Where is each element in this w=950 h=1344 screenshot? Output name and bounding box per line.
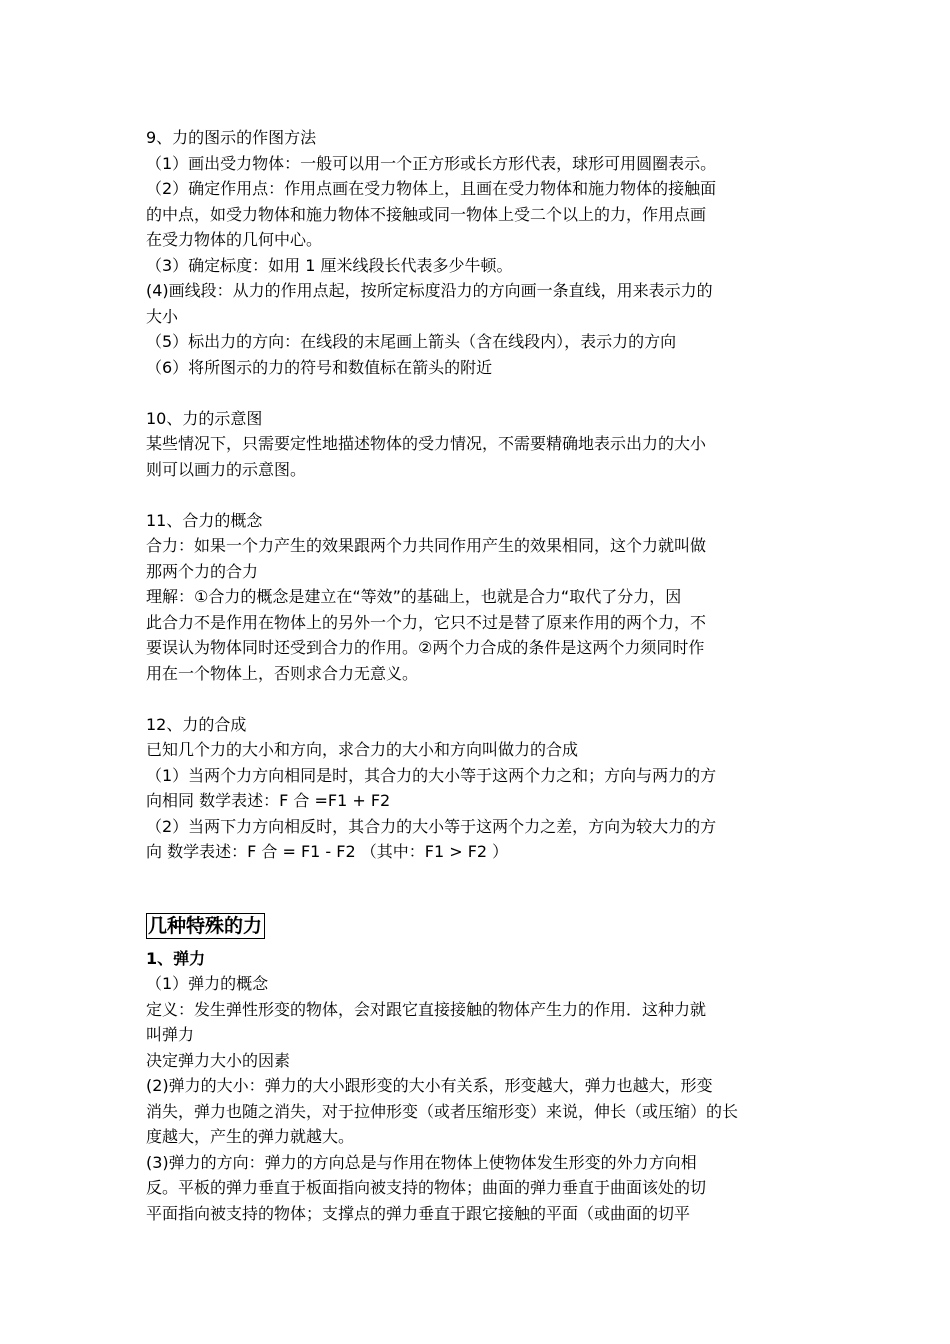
section-9-line: （5）标出力的方向：在线段的末尾画上箭头（含在线段内），表示力的方向 — [146, 332, 677, 351]
special-forces-heading: 几种特殊的力 — [146, 913, 265, 939]
section-9-line: 大小 — [146, 306, 179, 326]
section-12-line: 向相同 数学表述：F 合 =F1 + F2 — [146, 791, 391, 810]
section-11-line: 此合力不是作用在物体上的另外一个力，它只不过是替了原来作用的两个力，不 — [146, 612, 707, 632]
paragraph-gap — [146, 865, 811, 913]
section-11-title: 11、合力的概念 — [146, 510, 263, 530]
section-11-line: 合力：如果一个力产生的效果跟两个力共同作用产生的效果相同，这个力就叫做 — [146, 536, 707, 555]
section-12-line: （2）当两下力方向相反时，其合力的大小等于这两个力之差，方向为较大力的方 — [146, 816, 717, 836]
section-9-title: 9、力的图示的作图方法 — [146, 128, 317, 147]
elastic-force-line: 决定弹力大小的因素 — [146, 1050, 291, 1070]
section-9-line: （3）确定标度：如用 1 厘米线段长代表多少牛顿。 — [146, 255, 513, 275]
paragraph-gap — [146, 380, 811, 406]
section-10-line: 则可以画力的示意图。 — [146, 459, 307, 479]
section-12-line: 向 数学表述：F 合 = F1 - F2 （其中：F1 > F2 ） — [146, 842, 509, 861]
paragraph-gap — [146, 686, 811, 712]
section-9-line: 在受力物体的几何中心。 — [146, 230, 323, 249]
paragraph-gap — [146, 482, 811, 508]
section-10-line: 某些情况下，只需要定性地描述物体的受力情况，不需要精确地表示出力的大小 — [146, 434, 707, 453]
section-12-title: 12、力的合成 — [146, 714, 247, 734]
section-11-line: 那两个力的合力 — [146, 561, 259, 581]
elastic-force-line: （1）弹力的概念 — [146, 974, 269, 993]
elastic-force-line: 叫弹力 — [146, 1025, 195, 1044]
elastic-force-line: 定义：发生弹性形变的物体，会对跟它直接接触的物体产生力的作用．这种力就 — [146, 999, 707, 1019]
elastic-force-line: 反。平板的弹力垂直于板面指向被支持的物体；曲面的弹力垂直于曲面该处的切 — [146, 1178, 707, 1197]
section-9-line: （2）确定作用点：作用点画在受力物体上，且画在受力物体和施力物体的接触面 — [146, 179, 717, 198]
section-9-line: （1）画出受力物体：一般可以用一个正方形或长方形代表，球形可用圆圈表示。 — [146, 153, 717, 173]
section-11-line: 理解：①合力的概念是建立在“等效”的基础上，也就是合力“取代了分力，因 — [146, 587, 682, 606]
section-11-line: 要误认为物体同时还受到合力的作用。②两个力合成的条件是这两个力须同时作 — [146, 638, 705, 657]
elastic-force-line: 平面指向被支持的物体；支撑点的弹力垂直于跟它接触的平面（或曲面的切平 — [146, 1203, 691, 1223]
elastic-force-line: 消失，弹力也随之消失，对于拉伸形变（或者压缩形变）来说，伸长（或压缩）的长 — [146, 1101, 739, 1121]
section-9-line: （6）将所图示的力的符号和数值标在箭头的附近 — [146, 357, 493, 377]
elastic-force-title: 1、弹力 — [146, 948, 206, 968]
section-12-line: （1）当两个力方向相同是时，其合力的大小等于这两个力之和；方向与两力的方 — [146, 765, 717, 785]
elastic-force-line: (3)弹力的方向：弹力的方向总是与作用在物体上使物体发生形变的外力方向相 — [146, 1152, 697, 1172]
section-10-title: 10、力的示意图 — [146, 408, 263, 428]
elastic-force-line: 度越大，产生的弹力就越大。 — [146, 1127, 355, 1146]
elastic-force-line: (2)弹力的大小：弹力的大小跟形变的大小有关系，形变越大，弹力也越大，形变 — [146, 1076, 713, 1095]
section-9-line: 的中点，如受力物体和施力物体不接触或同一物体上受二个以上的力，作用点画 — [146, 204, 707, 224]
section-11-line: 用在一个物体上，否则求合力无意义。 — [146, 663, 419, 683]
section-9-line: (4)画线段：从力的作用点起，按所定标度沿力的方向画一条直线，用来表示力的 — [146, 281, 713, 300]
document-body — [146, 125, 811, 1226]
section-12-line: 已知几个力的大小和方向，求合力的大小和方向叫做力的合成 — [146, 740, 579, 759]
